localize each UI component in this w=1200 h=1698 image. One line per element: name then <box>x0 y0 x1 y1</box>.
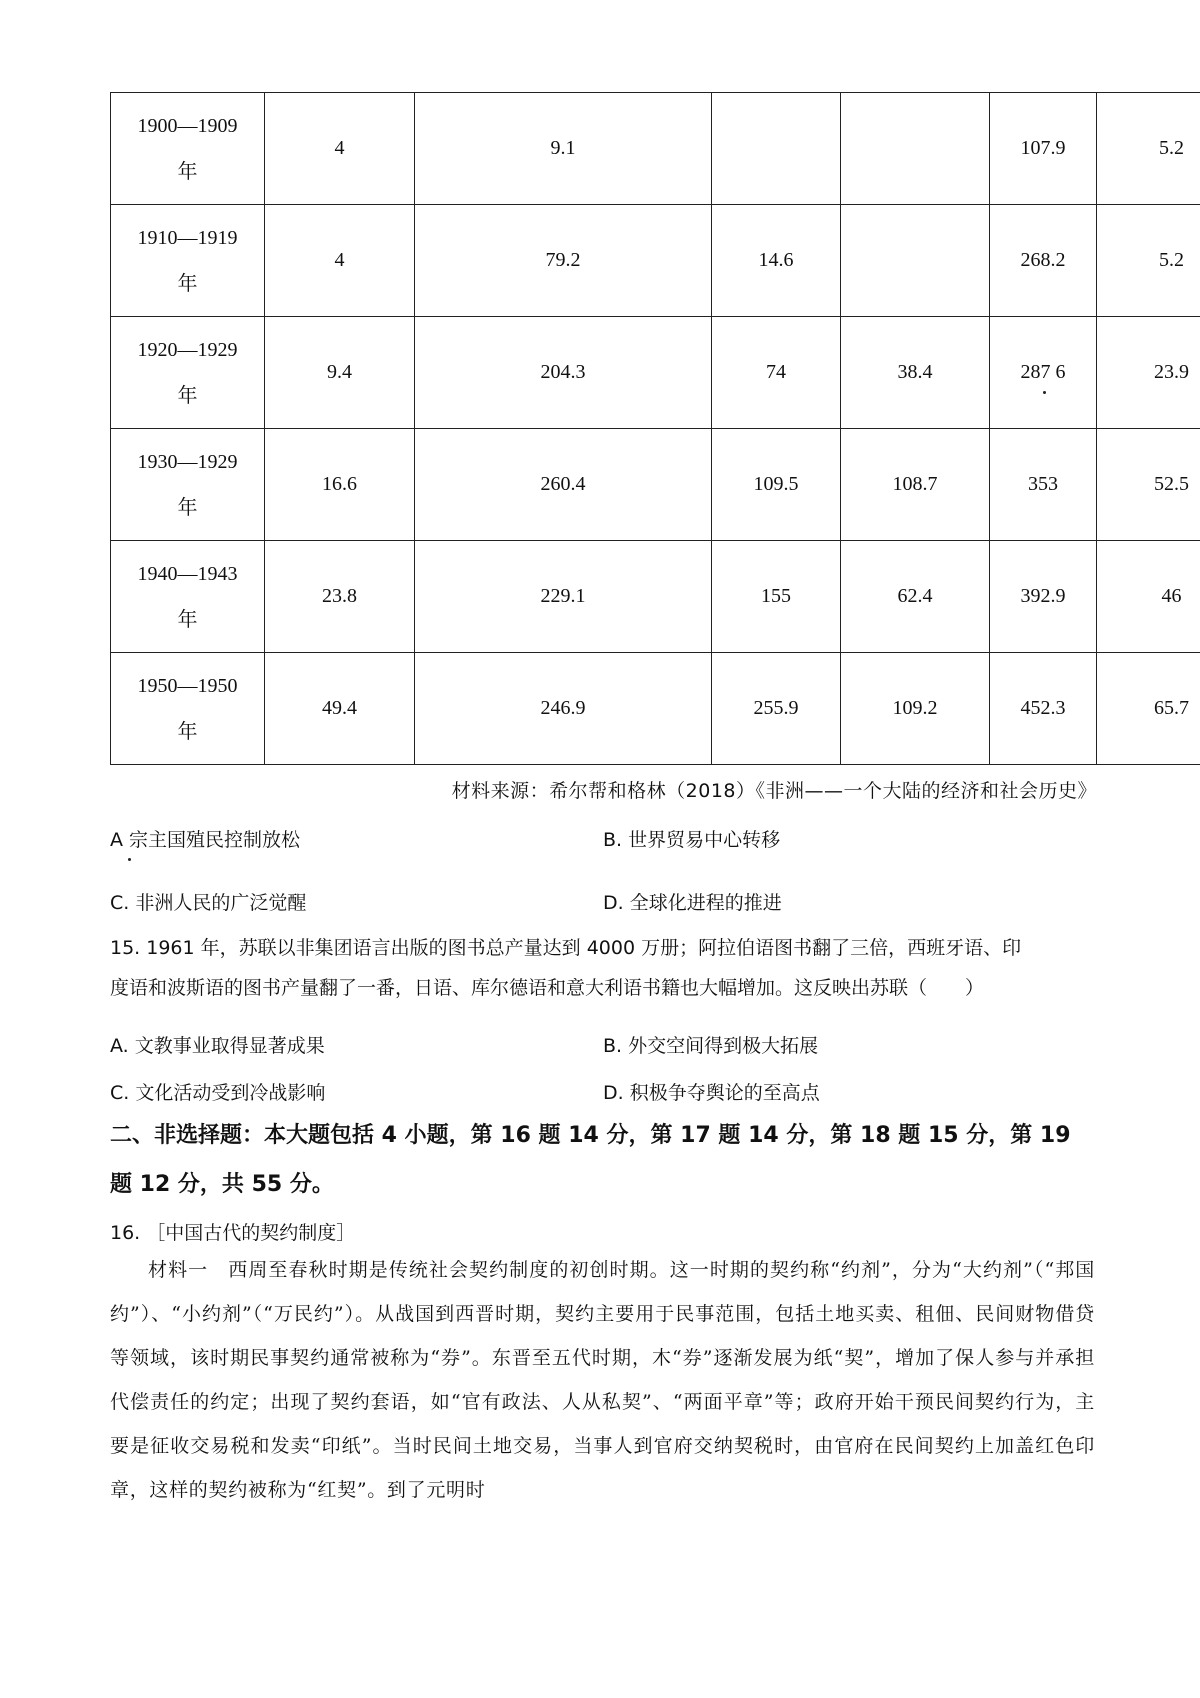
cell-value: 268.2 <box>1020 249 1066 271</box>
cell-value: 16.6 <box>322 473 357 495</box>
q14-option-c[interactable]: C. 非洲人民的广泛觉醒 <box>110 892 307 914</box>
q15-stem-line1: 15. 1961 年，苏联以非集团语言出版的图书总产量达到 4000 万册；阿拉伯语图书翻了三倍，西班牙语、印 <box>110 937 1022 959</box>
period-years: 1950—1950 <box>137 674 238 697</box>
table-row <box>111 541 1200 653</box>
table-cell <box>415 205 712 317</box>
table-cell <box>841 541 990 653</box>
table-cell <box>841 653 990 765</box>
table-row <box>111 317 1200 429</box>
table-cell <box>990 541 1097 653</box>
period-years: 1910—1919 <box>137 226 238 249</box>
q15-option-b[interactable]: B. 外交空间得到极大拓展 <box>603 1035 819 1057</box>
table-cell <box>1097 317 1200 429</box>
table-cell <box>1097 93 1200 205</box>
table-cell <box>712 429 841 541</box>
data-table-body <box>111 93 1200 765</box>
table-cell <box>265 93 415 205</box>
emphasis-dot <box>128 858 131 861</box>
table-row <box>111 93 1200 205</box>
q15-stem-line2: 度语和波斯语的图书产量翻了一番，日语、库尔德语和意大利语书籍也大幅增加。这反映出苏联（ ） <box>110 977 985 999</box>
table-cell <box>712 541 841 653</box>
table-cell <box>415 93 712 205</box>
table-row <box>111 205 1200 317</box>
table-cell <box>990 93 1097 205</box>
q14-option-a[interactable] <box>110 825 300 852</box>
cell-value: 246.9 <box>540 697 586 719</box>
q14-option-a-label: A 宗主国殖民控制放松 <box>110 829 301 851</box>
table-source-note: 材料来源：希尔帮和格林（2018）《非洲——一个大陆的经济和社会历史》 <box>451 780 1097 802</box>
table-cell <box>415 541 712 653</box>
cell-value: 5.2 <box>1159 137 1184 159</box>
table-cell <box>712 205 841 317</box>
cell-value: 79.2 <box>545 249 581 271</box>
cell-value: 38.4 <box>897 361 933 383</box>
table-cell <box>712 93 841 205</box>
cell-value: 49.4 <box>322 697 357 719</box>
cell-value: 4 <box>334 249 345 271</box>
table-cell <box>1097 205 1200 317</box>
q14-option-b[interactable]: B. 世界贸易中心转移 <box>603 829 781 851</box>
cell-value: 14.6 <box>758 249 794 271</box>
cell-value: 5.2 <box>1159 249 1184 271</box>
table-cell <box>265 653 415 765</box>
table-cell <box>841 317 990 429</box>
period-cell <box>111 205 265 317</box>
cell-value: 9.1 <box>550 137 576 159</box>
table-cell <box>415 653 712 765</box>
period-years: 1940—1943 <box>137 562 238 585</box>
period-unit: 年 <box>177 160 198 183</box>
cell-value: 255.9 <box>753 697 799 719</box>
table-row <box>111 429 1200 541</box>
table-cell <box>415 317 712 429</box>
cell-value: 204.3 <box>540 361 586 383</box>
period-unit: 年 <box>177 272 198 295</box>
cell-value: 46 <box>1161 585 1182 607</box>
cell-value: 4 <box>334 137 345 159</box>
section-two-heading <box>110 1111 1100 1209</box>
cell-value: 452.3 <box>1020 697 1066 719</box>
table-cell <box>415 429 712 541</box>
cell-value: 65.7 <box>1154 697 1189 719</box>
period-years: 1930—1929 <box>137 450 238 473</box>
cell-value: 392.9 <box>1020 585 1066 607</box>
table-cell <box>1097 541 1200 653</box>
table-cell <box>265 317 415 429</box>
table-cell <box>990 317 1097 429</box>
period-years: 1900—1909 <box>137 114 238 137</box>
cell-value: 155 <box>761 585 791 607</box>
period-years: 1920—1929 <box>137 338 238 361</box>
cell-value: 107.9 <box>1020 137 1066 159</box>
table-cell <box>990 429 1097 541</box>
cell-value: 260.4 <box>540 473 586 495</box>
section-two-line1: 二、非选择题：本大题包括 4 小题，第 16 题 14 分，第 17 题 14 分，第 18 题 15 分，第 19 <box>110 1123 1071 1148</box>
q14-option-d[interactable]: D. 全球化进程的推进 <box>603 892 782 914</box>
table-cell <box>1097 653 1200 765</box>
table-cell <box>841 429 990 541</box>
period-unit: 年 <box>177 608 198 631</box>
cell-value: 74 <box>766 361 786 383</box>
table-cell <box>265 429 415 541</box>
q16-material-one: 材料一 西周至春秋时期是传统社会契约制度的初创时期。这一时期的契约称“约剂”，分为“大约剂”（“邦国约”）、“小约剂”（“万民约”）。从战国到西晋时期，契约主要用于民事范围，包括土地买卖、租佃、民间财物借贷等领域，该时期民事契约通常被称为“券”。东晋至五代时期，木“券”逐渐发展为纸“契”，增加了保人参与并承担代偿责任的约定；出现了契约套语，如“官有政法、人从私契”、“两面平章”等；政府开始干预民间契约行为，主要是征收交易税和发卖“印纸”。当时民间土地交易，当事人到官府交纳契税时，由官府在民间契约上加盖红色印章，这样的契约被称为“红契”。到了元明时 <box>110 1259 1095 1501</box>
period-cell <box>111 317 265 429</box>
table-cell <box>990 205 1097 317</box>
cell-value: 108.7 <box>892 473 938 495</box>
period-cell <box>111 653 265 765</box>
period-unit: 年 <box>177 384 198 407</box>
table-cell <box>1097 429 1200 541</box>
table-cell <box>841 205 990 317</box>
cell-value: 62.4 <box>897 585 933 607</box>
q15-option-d[interactable]: D. 积极争夺舆论的至高点 <box>603 1082 820 1104</box>
period-unit: 年 <box>177 720 198 743</box>
period-cell <box>111 93 265 205</box>
q16-title: 16. ［中国古代的契约制度］ <box>110 1222 356 1244</box>
section-two-line2: 题 12 分，共 55 分。 <box>110 1172 334 1197</box>
q15-option-c[interactable]: C. 文化活动受到冷战影响 <box>110 1082 326 1104</box>
cell-value: 109.2 <box>892 697 938 719</box>
period-unit: 年 <box>177 496 198 519</box>
period-cell <box>111 429 265 541</box>
table-cell <box>265 205 415 317</box>
table-row <box>111 653 1200 765</box>
table-cell <box>990 653 1097 765</box>
cell-value: 229.1 <box>540 585 586 607</box>
data-table <box>110 92 1200 765</box>
table-cell <box>841 93 990 205</box>
q15-stem <box>110 928 1095 1008</box>
cell-value: 109.5 <box>753 473 799 495</box>
period-cell <box>111 541 265 653</box>
cell-value: 9.4 <box>327 361 352 383</box>
table-cell <box>712 317 841 429</box>
cell-value: 23.9 <box>1154 361 1189 383</box>
table-cell <box>712 653 841 765</box>
cell-value: 287 6 <box>1020 361 1066 383</box>
cell-value: 353 <box>1028 473 1058 495</box>
cell-value: 23.8 <box>322 585 357 607</box>
q15-option-a[interactable]: A. 文教事业取得显著成果 <box>110 1035 325 1057</box>
table-cell <box>265 541 415 653</box>
cell-value: 52.5 <box>1154 473 1189 495</box>
